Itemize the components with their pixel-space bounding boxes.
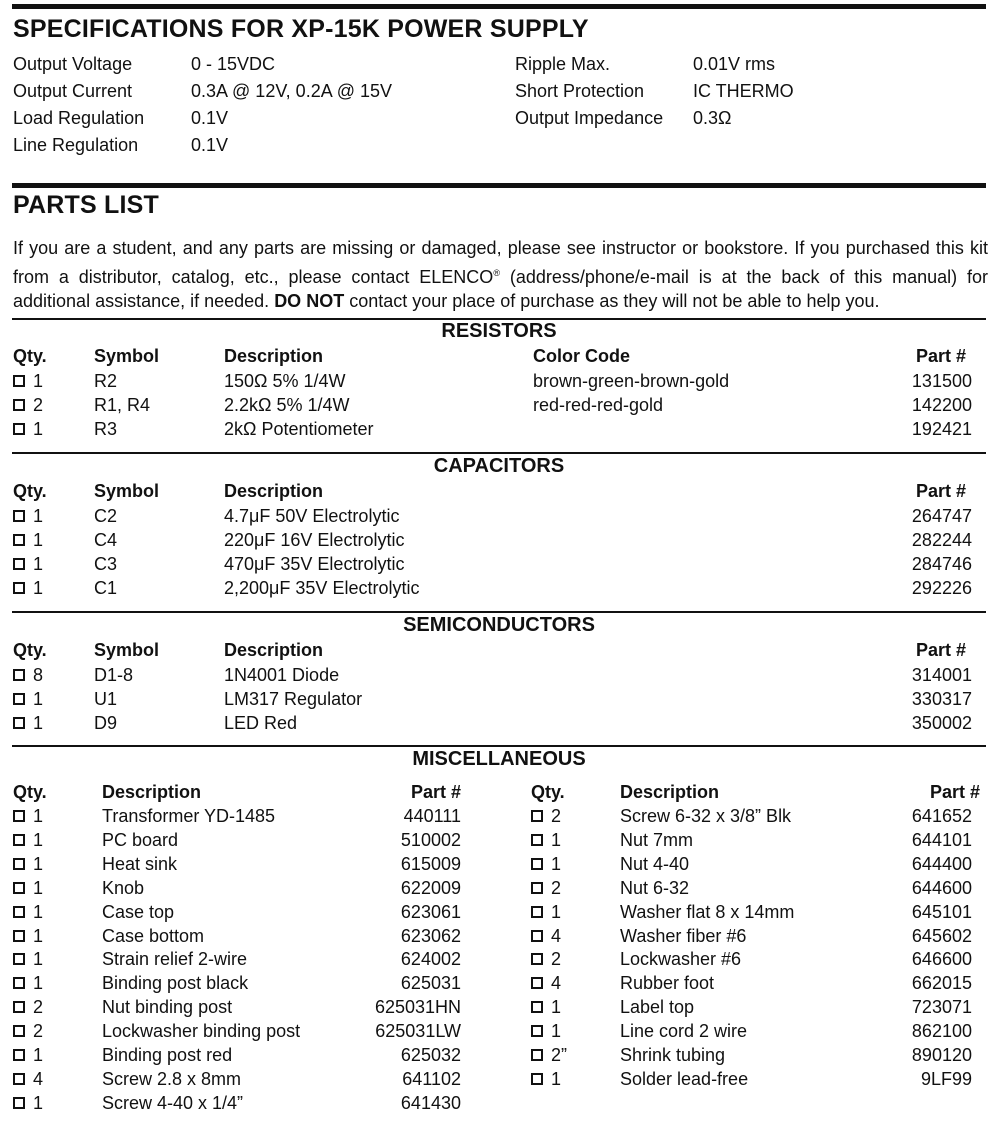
col-qty: Qty. — [13, 346, 47, 366]
qty-value: 1 — [33, 713, 44, 733]
part-cell: 264747 — [911, 506, 972, 526]
col-color-code: Color Code — [533, 346, 630, 366]
checkbox-icon[interactable] — [13, 558, 25, 570]
parts-rule — [12, 183, 986, 188]
qty-value: 1 — [33, 554, 44, 574]
part-cell: 292226 — [911, 578, 972, 598]
qty-cell — [13, 578, 43, 599]
description-cell: Washer fiber #6 — [620, 925, 747, 946]
checkbox-icon[interactable] — [531, 953, 543, 965]
color-code-cell: red-red-red-gold — [533, 395, 664, 415]
qty-cell — [13, 949, 43, 970]
spec-value: 0.1V — [191, 108, 229, 128]
col-description: Description — [224, 640, 324, 660]
spec-value: 0.3Ω — [693, 108, 732, 128]
col-symbol: Symbol — [94, 481, 160, 501]
part-cell: 644600 — [911, 877, 972, 898]
qty-value: 4 — [33, 1068, 44, 1089]
checkbox-icon[interactable] — [13, 717, 25, 729]
checkbox-icon[interactable] — [13, 906, 25, 918]
qty-cell — [13, 997, 43, 1018]
qty-cell — [13, 878, 43, 899]
part-cell: 645602 — [911, 925, 972, 946]
misc-rule — [12, 745, 986, 747]
col-part: Part # — [915, 481, 966, 501]
part-cell: 624002 — [400, 949, 461, 970]
qty-cell — [13, 665, 43, 686]
qty-value: 2 — [33, 1021, 44, 1042]
part-cell: 622009 — [400, 877, 461, 898]
qty-cell — [13, 926, 43, 947]
description-cell: Rubber foot — [620, 973, 715, 994]
checkbox-icon[interactable] — [13, 1001, 25, 1013]
capacitors-rule — [12, 452, 986, 454]
misc-title: MISCELLANEOUS — [412, 748, 586, 770]
col-symbol: Symbol — [94, 346, 160, 366]
checkbox-icon[interactable] — [531, 1073, 543, 1085]
symbol-cell: D1-8 — [94, 665, 134, 685]
qty-cell — [13, 830, 43, 851]
qty-value: 2 — [33, 395, 44, 415]
part-cell: 9LF99 — [920, 1068, 972, 1089]
checkbox-icon[interactable] — [13, 375, 25, 387]
col-qty: Qty. — [13, 640, 47, 660]
qty-cell — [13, 419, 43, 440]
description-cell: Lockwasher binding post — [102, 1021, 301, 1042]
col-description: Description — [224, 481, 324, 501]
checkbox-icon[interactable] — [531, 882, 543, 894]
description-cell: PC board — [102, 829, 179, 850]
qty-value: 2 — [551, 949, 562, 970]
description-cell: 220μF 16V Electrolytic — [224, 530, 405, 550]
part-cell: 282244 — [911, 530, 972, 550]
checkbox-icon[interactable] — [13, 1049, 25, 1061]
description-cell: Nut 7mm — [620, 829, 694, 850]
col-part: Part # — [915, 640, 966, 660]
spec-label: Ripple Max. — [515, 54, 611, 74]
spec-value: 0.01V rms — [693, 54, 776, 74]
qty-value: 1 — [33, 853, 44, 874]
checkbox-icon[interactable] — [13, 1097, 25, 1109]
qty-cell — [531, 830, 561, 851]
part-cell: 862100 — [911, 1021, 972, 1042]
checkbox-icon[interactable] — [531, 810, 543, 822]
qty-cell — [531, 902, 561, 923]
description-cell: 2.2kΩ 5% 1/4W — [224, 395, 350, 415]
qty-value: 1 — [33, 925, 44, 946]
qty-value: 1 — [551, 901, 562, 922]
checkbox-icon[interactable] — [13, 882, 25, 894]
qty-value: 1 — [33, 829, 44, 850]
description-cell: Case bottom — [102, 925, 205, 946]
checkbox-icon[interactable] — [13, 834, 25, 846]
checkbox-icon[interactable] — [13, 977, 25, 989]
qty-cell — [531, 854, 561, 875]
qty-cell — [13, 371, 43, 392]
qty-value: 8 — [33, 665, 44, 685]
qty-cell — [531, 997, 561, 1018]
qty-cell — [13, 530, 43, 551]
qty-value: 4 — [551, 925, 562, 946]
part-cell: 645101 — [911, 901, 972, 922]
checkbox-icon[interactable] — [13, 810, 25, 822]
part-cell: 723071 — [911, 997, 972, 1018]
qty-value: 1 — [33, 506, 44, 526]
part-cell: 440111 — [403, 806, 461, 826]
qty-value: 4 — [551, 973, 562, 994]
qty-value: 1 — [33, 1092, 44, 1113]
checkbox-icon[interactable] — [13, 582, 25, 594]
part-cell: 330317 — [911, 689, 972, 709]
spec-value: 0.3A @ 12V, 0.2A @ 15V — [191, 81, 393, 101]
qty-value: 1 — [33, 949, 44, 970]
part-cell: 131500 — [911, 371, 972, 391]
checkbox-icon[interactable] — [13, 953, 25, 965]
description-cell: Nut 4-40 — [620, 853, 690, 874]
spec-label: Output Voltage — [13, 54, 133, 74]
description-cell: Solder lead-free — [620, 1068, 749, 1089]
qty-cell — [13, 1093, 43, 1114]
description-cell: Transformer YD-1485 — [102, 806, 276, 826]
symbol-cell: C2 — [94, 506, 118, 526]
checkbox-icon[interactable] — [531, 1001, 543, 1013]
intro-emphasis: DO NOT — [274, 291, 345, 311]
symbol-cell: R2 — [94, 371, 118, 391]
part-cell: 625031LW — [375, 1021, 461, 1042]
qty-cell — [531, 926, 561, 947]
part-cell: 890120 — [911, 1045, 972, 1065]
part-cell: 510002 — [400, 829, 461, 850]
part-cell: 615009 — [400, 853, 461, 874]
qty-value: 2 — [33, 997, 44, 1018]
checkbox-icon[interactable] — [13, 858, 25, 870]
qty-value: 1 — [33, 973, 44, 994]
checkbox-icon[interactable] — [13, 534, 25, 546]
part-cell: 641430 — [400, 1092, 461, 1113]
part-cell: 142200 — [911, 395, 972, 415]
semiconductors-title: SEMICONDUCTORS — [403, 614, 595, 636]
part-cell: 623062 — [400, 925, 461, 946]
description-cell: Nut 6-32 — [620, 877, 690, 898]
col-part: Part # — [929, 782, 980, 802]
spec-label: Output Impedance — [515, 108, 664, 128]
intro-text: (address/phone/e-mail is at the back of this manual) for additional assistance, if needed. — [13, 266, 989, 311]
col-qty: Qty. — [13, 782, 47, 802]
col-part: Part # — [410, 782, 461, 802]
qty-value: 1 — [551, 997, 562, 1018]
description-cell: LM317 Regulator — [224, 689, 363, 709]
qty-cell — [531, 1069, 561, 1090]
registered-mark: ® — [493, 267, 500, 278]
qty-cell — [13, 1069, 43, 1090]
spec-value: IC THERMO — [693, 81, 794, 101]
col-part: Part # — [915, 346, 966, 366]
description-cell: Heat sink — [102, 853, 178, 874]
description-cell: Label top — [620, 997, 695, 1018]
qty-value: 1 — [33, 419, 44, 439]
part-cell: 284746 — [911, 554, 972, 574]
qty-value: 1 — [551, 1068, 562, 1089]
checkbox-icon[interactable] — [13, 693, 25, 705]
description-cell: 2,200μF 35V Electrolytic — [224, 578, 420, 598]
part-cell: 192421 — [911, 419, 972, 439]
col-symbol: Symbol — [94, 640, 160, 660]
part-cell: 662015 — [911, 973, 972, 994]
checkbox-icon[interactable] — [13, 930, 25, 942]
qty-cell — [13, 973, 43, 994]
qty-cell — [531, 949, 561, 970]
description-cell: Screw 2.8 x 8mm — [102, 1068, 242, 1089]
part-cell: 641102 — [402, 1068, 461, 1089]
top-rule — [12, 4, 986, 9]
part-cell: 625032 — [400, 1045, 461, 1065]
symbol-cell: R3 — [94, 419, 118, 439]
part-cell: 641652 — [911, 806, 972, 826]
qty-value: 1 — [33, 901, 44, 922]
description-cell: 4.7μF 50V Electrolytic — [224, 506, 400, 526]
qty-value: 2 — [551, 877, 562, 898]
col-description: Description — [102, 782, 202, 802]
part-cell: 314001 — [911, 665, 972, 685]
part-cell: 644101 — [911, 829, 972, 850]
description-cell: Shrink tubing — [620, 1045, 726, 1065]
checkbox-icon[interactable] — [13, 399, 25, 411]
description-cell: Washer flat 8 x 14mm — [620, 901, 795, 922]
qty-cell — [13, 1045, 43, 1066]
qty-value: 1 — [33, 530, 44, 550]
intro-text: If you are a student, and any parts are missing or damaged, please see instructor or bookstore. If you purchased this kit from a distributor, catalog, etc., please contact ELENCO — [13, 238, 988, 287]
qty-value: 1 — [33, 877, 44, 898]
part-cell: 646600 — [911, 949, 972, 970]
qty-cell — [13, 854, 43, 875]
description-cell: Lockwasher #6 — [620, 949, 742, 970]
spec-label: Load Regulation — [13, 108, 145, 128]
spec-label: Output Current — [13, 81, 133, 101]
checkbox-icon[interactable] — [531, 930, 543, 942]
description-cell: Screw 6-32 x 3/8” Blk — [620, 806, 792, 826]
checkbox-icon[interactable] — [13, 1073, 25, 1085]
part-cell: 625031 — [400, 973, 461, 994]
qty-cell — [531, 1021, 561, 1042]
checkbox-icon[interactable] — [531, 1025, 543, 1037]
qty-cell — [13, 1021, 43, 1042]
checkbox-icon[interactable] — [531, 834, 543, 846]
checkbox-icon[interactable] — [531, 1049, 543, 1061]
qty-value: 2” — [551, 1045, 568, 1065]
qty-value: 1 — [33, 806, 44, 826]
description-cell: Strain relief 2-wire — [102, 949, 248, 970]
qty-cell — [13, 689, 43, 710]
description-cell: Binding post black — [102, 973, 249, 994]
resistors-title: RESISTORS — [441, 320, 557, 342]
symbol-cell: C4 — [94, 530, 118, 550]
part-cell: 350002 — [911, 713, 972, 733]
checkbox-icon[interactable] — [531, 906, 543, 918]
description-cell: Nut binding post — [102, 997, 233, 1018]
checkbox-icon[interactable] — [531, 977, 543, 989]
spec-label: Line Regulation — [13, 135, 139, 155]
checkbox-icon[interactable] — [13, 423, 25, 435]
parts-title: PARTS LIST — [13, 191, 159, 219]
qty-value: 1 — [33, 689, 44, 709]
intro-text: contact your place of purchase as they will not be able to help you. — [344, 291, 880, 311]
qty-value: 1 — [551, 1021, 562, 1042]
parts-intro — [13, 236, 988, 314]
qty-cell — [13, 506, 43, 527]
spec-value: 0 - 15VDC — [191, 54, 276, 74]
checkbox-icon[interactable] — [13, 510, 25, 522]
spec-value: 0.1V — [191, 135, 229, 155]
description-cell: Screw 4-40 x 1/4” — [102, 1092, 244, 1113]
qty-cell — [13, 806, 43, 827]
spec-label: Short Protection — [515, 81, 645, 101]
part-cell: 625031HN — [374, 997, 461, 1018]
qty-cell — [531, 973, 561, 994]
description-cell: 150Ω 5% 1/4W — [224, 371, 346, 391]
qty-cell — [531, 806, 561, 827]
checkbox-icon[interactable] — [531, 858, 543, 870]
part-cell: 623061 — [400, 901, 461, 922]
qty-cell — [13, 554, 43, 575]
description-cell: 470μF 35V Electrolytic — [224, 554, 405, 574]
symbol-cell: U1 — [94, 689, 118, 709]
qty-value: 1 — [33, 578, 44, 598]
description-cell: Line cord 2 wire — [620, 1021, 748, 1042]
symbol-cell: C3 — [94, 554, 118, 574]
checkbox-icon[interactable] — [13, 1025, 25, 1037]
semiconductors-rule — [12, 611, 986, 613]
col-description: Description — [620, 782, 720, 802]
qty-cell — [13, 713, 43, 734]
specs-title: SPECIFICATIONS FOR XP-15K POWER SUPPLY — [13, 15, 589, 43]
qty-cell — [531, 878, 561, 899]
description-cell: Case top — [102, 901, 175, 922]
description-cell: LED Red — [224, 713, 298, 733]
capacitors-title: CAPACITORS — [433, 455, 565, 477]
part-cell: 644400 — [911, 853, 972, 874]
description-cell: 1N4001 Diode — [224, 665, 340, 685]
qty-cell — [13, 902, 43, 923]
checkbox-icon[interactable] — [13, 669, 25, 681]
col-qty: Qty. — [13, 481, 47, 501]
qty-cell — [531, 1045, 567, 1066]
description-cell: Knob — [102, 877, 145, 898]
qty-value: 2 — [551, 806, 562, 826]
color-code-cell: brown-green-brown-gold — [533, 371, 730, 391]
col-description: Description — [224, 346, 324, 366]
qty-value: 1 — [33, 371, 44, 391]
symbol-cell: R1, R4 — [94, 395, 151, 415]
description-cell: 2kΩ Potentiometer — [224, 419, 374, 439]
description-cell: Binding post red — [102, 1045, 233, 1065]
qty-value: 1 — [551, 829, 562, 850]
col-qty: Qty. — [531, 782, 565, 802]
qty-value: 1 — [551, 853, 562, 874]
symbol-cell: D9 — [94, 713, 118, 733]
qty-value: 1 — [33, 1045, 44, 1065]
symbol-cell: C1 — [94, 578, 118, 598]
qty-cell — [13, 395, 43, 416]
